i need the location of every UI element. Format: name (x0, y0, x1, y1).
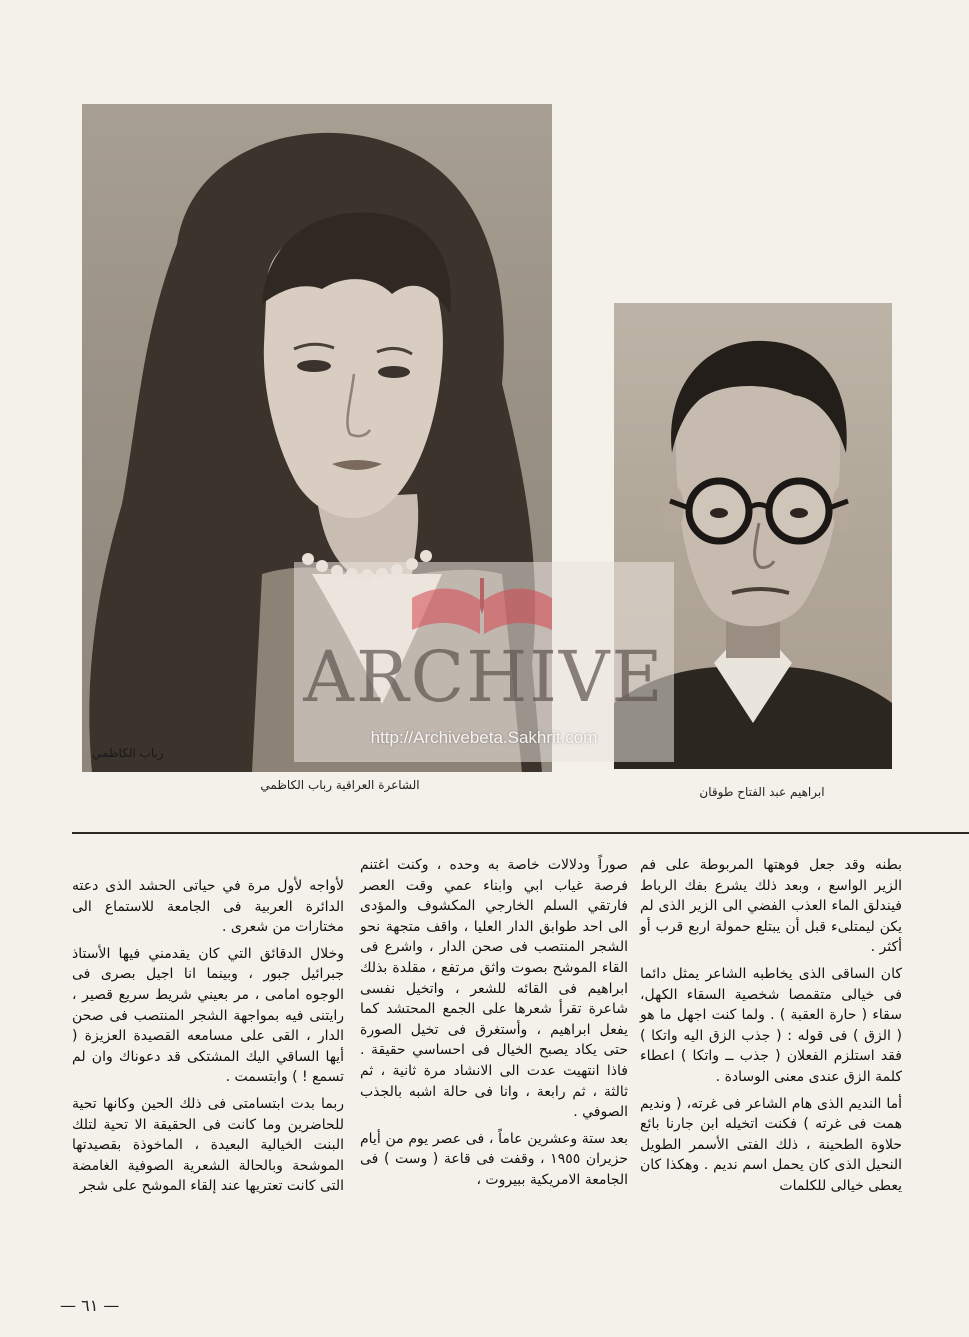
paragraph: بطنه وقد جعل فوهتها المربوطة على فم الزير الواسع ، وبعد ذلك يشرع بفك الرباط فيندلق الماء العذب الفضي الى الزير الذى لم يكن ليمتلىء قبل أن يبتلع حمولة اربع قرب أو أكثر . (640, 857, 902, 956)
watermark-url: http://Archivebeta.Sakhrit.com (370, 728, 598, 747)
portrait-inner-label: رباب الكاظمي (92, 746, 164, 760)
section-divider (72, 832, 969, 834)
paragraph: لأواجه لأول مرة في حياتى الحشد الذى دعته الدائرة العربية فى الجامعة للاستماع الى مختارات من شعرى . (72, 878, 344, 936)
watermark-text: ARCHIVE (303, 636, 665, 718)
page-number: — ٦١ — (60, 1296, 120, 1315)
text-column-middle (360, 855, 628, 1197)
paragraph: كان الساقى الذى يخاطبه الشاعر يمثل دائما فى خيالى متقمصا شخصية السقاء الكهل، سقاء ( حارة العقبة ) . ولما كنت اجهل ما هو ( الزق ) فى قوله : ( جذب الزق اليه واتكا ) فقد استلزم الفعلان ( جذب ــ واتكا ) اعطاء كلمة الزق عندى معنى الوسادة . (640, 965, 902, 1085)
paragraph: أما النديم الذى هام الشاعر فى غرته، ( ونديم همت فى غرته ) فكنت اتخيله ابن جارنا بائع حلاوة الطحينة ، ذلك الفتى الأسمر الطويل النحيل الذى كان يحمل اسم نديم . وهكذا كان يعطى خيالى للكلمات (640, 1095, 902, 1194)
archive-book-logo-icon (402, 568, 562, 638)
paragraph: بعد ستة وعشرين عاماً ، فى عصر يوم من أيام حزيران ١٩٥٥ ، وقفت فى قاعة ( وست ) فى الجامعة الامريكية ببيروت ، (360, 1130, 629, 1188)
caption-left-photo: الشاعرة العراقية رباب الكاظمي (260, 778, 420, 792)
caption-right-photo: ابراهيم عبد الفتاح طوقان (699, 785, 825, 799)
text-column-left (72, 876, 344, 1203)
paragraph: وخلال الدقائق التي كان يقدمني فيها الأستاذ جبرائيل جبور ، وبينما انا اجيل بصرى فى الوجوه امامى ، مر بعيني شريط سريع قصير ، رايتنى فيه بمواجهة الشجر المنتصب فى صحن الدار ، القى على مسامعه القصيدة العزيزة ( أيها الساقي اليك المشتكى قد دعوناك وان لم تسمع ! ) وابتسمت . (72, 945, 344, 1086)
text-column-right (640, 855, 902, 1203)
paragraph: صوراً ودلالات خاصة به وحده ، وكنت اغتنم فرصة غياب ابي وابناء عمي وقت العصر فارتقي السلم الخارجي المكشوف والمؤدى الى احد طوابق الدار العليا ، واقف متجهة نحو الشجر المنتصب فى صحن الدار ، واشرع فى القاء الموشح بصوت واثق مرتفع ، مقلدة بذلك ابراهيم فى القائه للشعر ، واتخيل نفسى شاعرة تقرأ شعرها على الجمع المحتشد كما يفعل ابراهيم ، وأستغرق فى تخيل الصورة حتى يكاد يصبح الخيال فى احساسي حقيقة . فاذا انتهيت عدت الى الانشاد مرة ثانية ، ثم ثالثة ، ثم رابعة ، وانا فى حالة اشبه بالجذب الصوفي . (360, 857, 628, 1121)
paragraph: ربما بدت ابتسامتى فى ذلك الحين وكانها تحية للحاضرين وما كانت فى الحقيقة الا تحية لتلك البنت الخيالية البعيدة ، الماخوذة بقصيدتها الموشحة وبالحالة الشعرية الصوفية الغامضة التى كانت تعتريها عند إلقاء الموشح على شجر (72, 1095, 344, 1195)
